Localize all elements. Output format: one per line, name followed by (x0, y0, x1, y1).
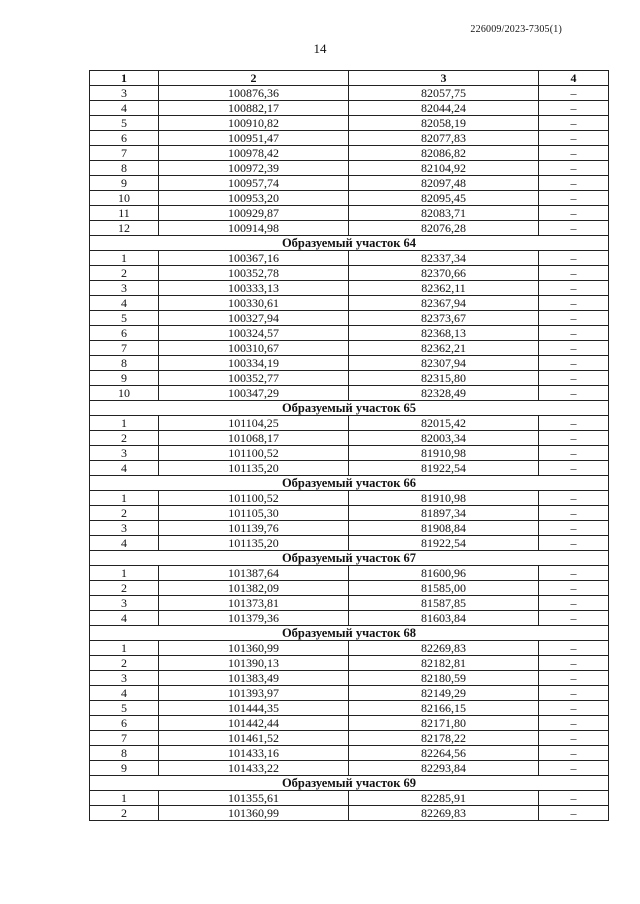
x-coordinate-cell: 100352,77 (159, 371, 349, 386)
table-row (90, 221, 609, 236)
y-coordinate-cell: 82057,75 (349, 86, 539, 101)
note-cell: – (539, 581, 609, 596)
section-title: Образуемый участок 64 (90, 236, 609, 251)
section-title: Образуемый участок 66 (90, 476, 609, 491)
x-coordinate-cell: 100352,78 (159, 266, 349, 281)
x-coordinate-cell: 101135,20 (159, 461, 349, 476)
y-coordinate-cell: 82171,80 (349, 716, 539, 731)
point-number-cell: 1 (90, 416, 159, 431)
note-cell: – (539, 101, 609, 116)
point-number-cell: 2 (90, 581, 159, 596)
point-number-cell: 1 (90, 641, 159, 656)
x-coordinate-cell: 101390,13 (159, 656, 349, 671)
y-coordinate-cell: 82178,22 (349, 731, 539, 746)
x-coordinate-cell: 101360,99 (159, 641, 349, 656)
table-row (90, 641, 609, 656)
note-cell: – (539, 326, 609, 341)
table-row (90, 131, 609, 146)
note-cell: – (539, 641, 609, 656)
column-header-1: 1 (90, 71, 159, 86)
y-coordinate-cell: 82015,42 (349, 416, 539, 431)
table-header-row (90, 71, 609, 86)
note-cell: – (539, 131, 609, 146)
y-coordinate-cell: 82077,83 (349, 131, 539, 146)
table-row (90, 326, 609, 341)
point-number-cell: 11 (90, 206, 159, 221)
note-cell: – (539, 431, 609, 446)
point-number-cell: 6 (90, 131, 159, 146)
note-cell: – (539, 266, 609, 281)
table-row (90, 416, 609, 431)
point-number-cell: 5 (90, 116, 159, 131)
x-coordinate-cell: 100951,47 (159, 131, 349, 146)
y-coordinate-cell: 82095,45 (349, 191, 539, 206)
x-coordinate-cell: 101433,22 (159, 761, 349, 776)
table-row (90, 746, 609, 761)
table-body (90, 86, 609, 821)
x-coordinate-cell: 101135,20 (159, 536, 349, 551)
point-number-cell: 2 (90, 431, 159, 446)
section-heading-row (90, 236, 609, 251)
table-row (90, 581, 609, 596)
table-row (90, 461, 609, 476)
point-number-cell: 4 (90, 461, 159, 476)
note-cell: – (539, 146, 609, 161)
y-coordinate-cell: 82264,56 (349, 746, 539, 761)
note-cell: – (539, 491, 609, 506)
x-coordinate-cell: 101393,97 (159, 686, 349, 701)
table-row (90, 536, 609, 551)
y-coordinate-cell: 81908,84 (349, 521, 539, 536)
table-row (90, 731, 609, 746)
section-heading-row (90, 626, 609, 641)
note-cell: – (539, 86, 609, 101)
point-number-cell: 4 (90, 296, 159, 311)
note-cell: – (539, 341, 609, 356)
section-heading-row (90, 476, 609, 491)
table-row (90, 521, 609, 536)
point-number-cell: 7 (90, 146, 159, 161)
y-coordinate-cell: 82307,94 (349, 356, 539, 371)
note-cell: – (539, 296, 609, 311)
note-cell: – (539, 506, 609, 521)
point-number-cell: 7 (90, 341, 159, 356)
note-cell: – (539, 221, 609, 236)
note-cell: – (539, 596, 609, 611)
point-number-cell: 5 (90, 701, 159, 716)
y-coordinate-cell: 81603,84 (349, 611, 539, 626)
table-row (90, 371, 609, 386)
x-coordinate-cell: 100882,17 (159, 101, 349, 116)
table-row (90, 686, 609, 701)
section-heading-row (90, 776, 609, 791)
x-coordinate-cell: 100929,87 (159, 206, 349, 221)
note-cell: – (539, 671, 609, 686)
note-cell: – (539, 281, 609, 296)
x-coordinate-cell: 100330,61 (159, 296, 349, 311)
y-coordinate-cell: 82149,29 (349, 686, 539, 701)
y-coordinate-cell: 81922,54 (349, 461, 539, 476)
y-coordinate-cell: 81897,34 (349, 506, 539, 521)
y-coordinate-cell: 81922,54 (349, 536, 539, 551)
y-coordinate-cell: 82104,92 (349, 161, 539, 176)
note-cell: – (539, 701, 609, 716)
x-coordinate-cell: 101433,16 (159, 746, 349, 761)
x-coordinate-cell: 101355,61 (159, 791, 349, 806)
y-coordinate-cell: 82362,21 (349, 341, 539, 356)
table-row (90, 266, 609, 281)
x-coordinate-cell: 101100,52 (159, 446, 349, 461)
table-row (90, 161, 609, 176)
x-coordinate-cell: 100876,36 (159, 86, 349, 101)
table-row (90, 491, 609, 506)
point-number-cell: 1 (90, 566, 159, 581)
section-title: Образуемый участок 68 (90, 626, 609, 641)
point-number-cell: 7 (90, 731, 159, 746)
y-coordinate-cell: 82328,49 (349, 386, 539, 401)
table-row (90, 311, 609, 326)
point-number-cell: 3 (90, 521, 159, 536)
note-cell: – (539, 161, 609, 176)
y-coordinate-cell: 81585,00 (349, 581, 539, 596)
note-cell: – (539, 536, 609, 551)
note-cell: – (539, 251, 609, 266)
x-coordinate-cell: 100953,20 (159, 191, 349, 206)
y-coordinate-cell: 82076,28 (349, 221, 539, 236)
point-number-cell: 3 (90, 596, 159, 611)
point-number-cell: 5 (90, 311, 159, 326)
section-title: Образуемый участок 67 (90, 551, 609, 566)
point-number-cell: 10 (90, 191, 159, 206)
point-number-cell: 10 (90, 386, 159, 401)
x-coordinate-cell: 100910,82 (159, 116, 349, 131)
table-row (90, 386, 609, 401)
x-coordinate-cell: 100334,19 (159, 356, 349, 371)
point-number-cell: 1 (90, 491, 159, 506)
point-number-cell: 2 (90, 506, 159, 521)
x-coordinate-cell: 101387,64 (159, 566, 349, 581)
x-coordinate-cell: 100347,29 (159, 386, 349, 401)
y-coordinate-cell: 82293,84 (349, 761, 539, 776)
table-row (90, 566, 609, 581)
table-row (90, 281, 609, 296)
note-cell: – (539, 176, 609, 191)
section-heading-row (90, 401, 609, 416)
table-row (90, 506, 609, 521)
y-coordinate-cell: 81587,85 (349, 596, 539, 611)
note-cell: – (539, 386, 609, 401)
point-number-cell: 3 (90, 281, 159, 296)
table-row (90, 806, 609, 821)
y-coordinate-cell: 82373,67 (349, 311, 539, 326)
note-cell: – (539, 116, 609, 131)
x-coordinate-cell: 101382,09 (159, 581, 349, 596)
x-coordinate-cell: 101373,81 (159, 596, 349, 611)
note-cell: – (539, 731, 609, 746)
note-cell: – (539, 416, 609, 431)
note-cell: – (539, 206, 609, 221)
y-coordinate-cell: 82166,15 (349, 701, 539, 716)
point-number-cell: 4 (90, 611, 159, 626)
x-coordinate-cell: 100327,94 (159, 311, 349, 326)
note-cell: – (539, 656, 609, 671)
y-coordinate-cell: 82368,13 (349, 326, 539, 341)
note-cell: – (539, 806, 609, 821)
x-coordinate-cell: 100972,39 (159, 161, 349, 176)
y-coordinate-cell: 82315,80 (349, 371, 539, 386)
coordinates-table (89, 70, 609, 821)
x-coordinate-cell: 101461,52 (159, 731, 349, 746)
point-number-cell: 2 (90, 266, 159, 281)
section-title: Образуемый участок 69 (90, 776, 609, 791)
x-coordinate-cell: 101379,36 (159, 611, 349, 626)
table-row (90, 341, 609, 356)
x-coordinate-cell: 100914,98 (159, 221, 349, 236)
table-row (90, 146, 609, 161)
note-cell: – (539, 356, 609, 371)
x-coordinate-cell: 100367,16 (159, 251, 349, 266)
column-header-2: 2 (159, 71, 349, 86)
y-coordinate-cell: 82003,34 (349, 431, 539, 446)
y-coordinate-cell: 82182,81 (349, 656, 539, 671)
table-row (90, 791, 609, 806)
table-row (90, 191, 609, 206)
note-cell: – (539, 761, 609, 776)
x-coordinate-cell: 101360,99 (159, 806, 349, 821)
document-id: 226009/2023-7305(1) (470, 24, 562, 35)
table-row (90, 101, 609, 116)
x-coordinate-cell: 101105,30 (159, 506, 349, 521)
x-coordinate-cell: 101442,44 (159, 716, 349, 731)
table-row (90, 716, 609, 731)
y-coordinate-cell: 82058,19 (349, 116, 539, 131)
point-number-cell: 8 (90, 746, 159, 761)
point-number-cell: 6 (90, 716, 159, 731)
x-coordinate-cell: 101104,25 (159, 416, 349, 431)
x-coordinate-cell: 101139,76 (159, 521, 349, 536)
note-cell: – (539, 371, 609, 386)
point-number-cell: 4 (90, 686, 159, 701)
point-number-cell: 2 (90, 806, 159, 821)
point-number-cell: 4 (90, 101, 159, 116)
section-title: Образуемый участок 65 (90, 401, 609, 416)
x-coordinate-cell: 101068,17 (159, 431, 349, 446)
note-cell: – (539, 746, 609, 761)
table-row (90, 656, 609, 671)
note-cell: – (539, 446, 609, 461)
x-coordinate-cell: 100310,67 (159, 341, 349, 356)
point-number-cell: 9 (90, 176, 159, 191)
table-row (90, 356, 609, 371)
point-number-cell: 9 (90, 371, 159, 386)
y-coordinate-cell: 81600,96 (349, 566, 539, 581)
table-row (90, 596, 609, 611)
y-coordinate-cell: 82097,48 (349, 176, 539, 191)
y-coordinate-cell: 82083,71 (349, 206, 539, 221)
y-coordinate-cell: 82367,94 (349, 296, 539, 311)
y-coordinate-cell: 82044,24 (349, 101, 539, 116)
point-number-cell: 6 (90, 326, 159, 341)
section-heading-row (90, 551, 609, 566)
point-number-cell: 4 (90, 536, 159, 551)
x-coordinate-cell: 101383,49 (159, 671, 349, 686)
table-row (90, 446, 609, 461)
table-row (90, 206, 609, 221)
x-coordinate-cell: 101100,52 (159, 491, 349, 506)
y-coordinate-cell: 82269,83 (349, 806, 539, 821)
note-cell: – (539, 566, 609, 581)
x-coordinate-cell: 100324,57 (159, 326, 349, 341)
note-cell: – (539, 311, 609, 326)
y-coordinate-cell: 82370,66 (349, 266, 539, 281)
point-number-cell: 3 (90, 86, 159, 101)
note-cell: – (539, 611, 609, 626)
y-coordinate-cell: 82337,34 (349, 251, 539, 266)
x-coordinate-cell: 100333,13 (159, 281, 349, 296)
table-row (90, 116, 609, 131)
point-number-cell: 8 (90, 356, 159, 371)
note-cell: – (539, 191, 609, 206)
y-coordinate-cell: 82180,59 (349, 671, 539, 686)
x-coordinate-cell: 101444,35 (159, 701, 349, 716)
table-row (90, 701, 609, 716)
point-number-cell: 9 (90, 761, 159, 776)
y-coordinate-cell: 82362,11 (349, 281, 539, 296)
note-cell: – (539, 686, 609, 701)
point-number-cell: 8 (90, 161, 159, 176)
note-cell: – (539, 521, 609, 536)
y-coordinate-cell: 82285,91 (349, 791, 539, 806)
table-row (90, 671, 609, 686)
note-cell: – (539, 716, 609, 731)
table-row (90, 611, 609, 626)
y-coordinate-cell: 81910,98 (349, 446, 539, 461)
point-number-cell: 2 (90, 656, 159, 671)
table-row (90, 296, 609, 311)
point-number-cell: 3 (90, 671, 159, 686)
table-row (90, 431, 609, 446)
point-number-cell: 1 (90, 251, 159, 266)
y-coordinate-cell: 82269,83 (349, 641, 539, 656)
table-row (90, 86, 609, 101)
y-coordinate-cell: 81910,98 (349, 491, 539, 506)
x-coordinate-cell: 100978,42 (159, 146, 349, 161)
table-row (90, 251, 609, 266)
table-row (90, 761, 609, 776)
note-cell: – (539, 461, 609, 476)
x-coordinate-cell: 100957,74 (159, 176, 349, 191)
point-number-cell: 1 (90, 791, 159, 806)
point-number-cell: 3 (90, 446, 159, 461)
column-header-4: 4 (539, 71, 609, 86)
column-header-3: 3 (349, 71, 539, 86)
point-number-cell: 12 (90, 221, 159, 236)
table-row (90, 176, 609, 191)
note-cell: – (539, 791, 609, 806)
y-coordinate-cell: 82086,82 (349, 146, 539, 161)
page-number: 14 (313, 41, 327, 56)
